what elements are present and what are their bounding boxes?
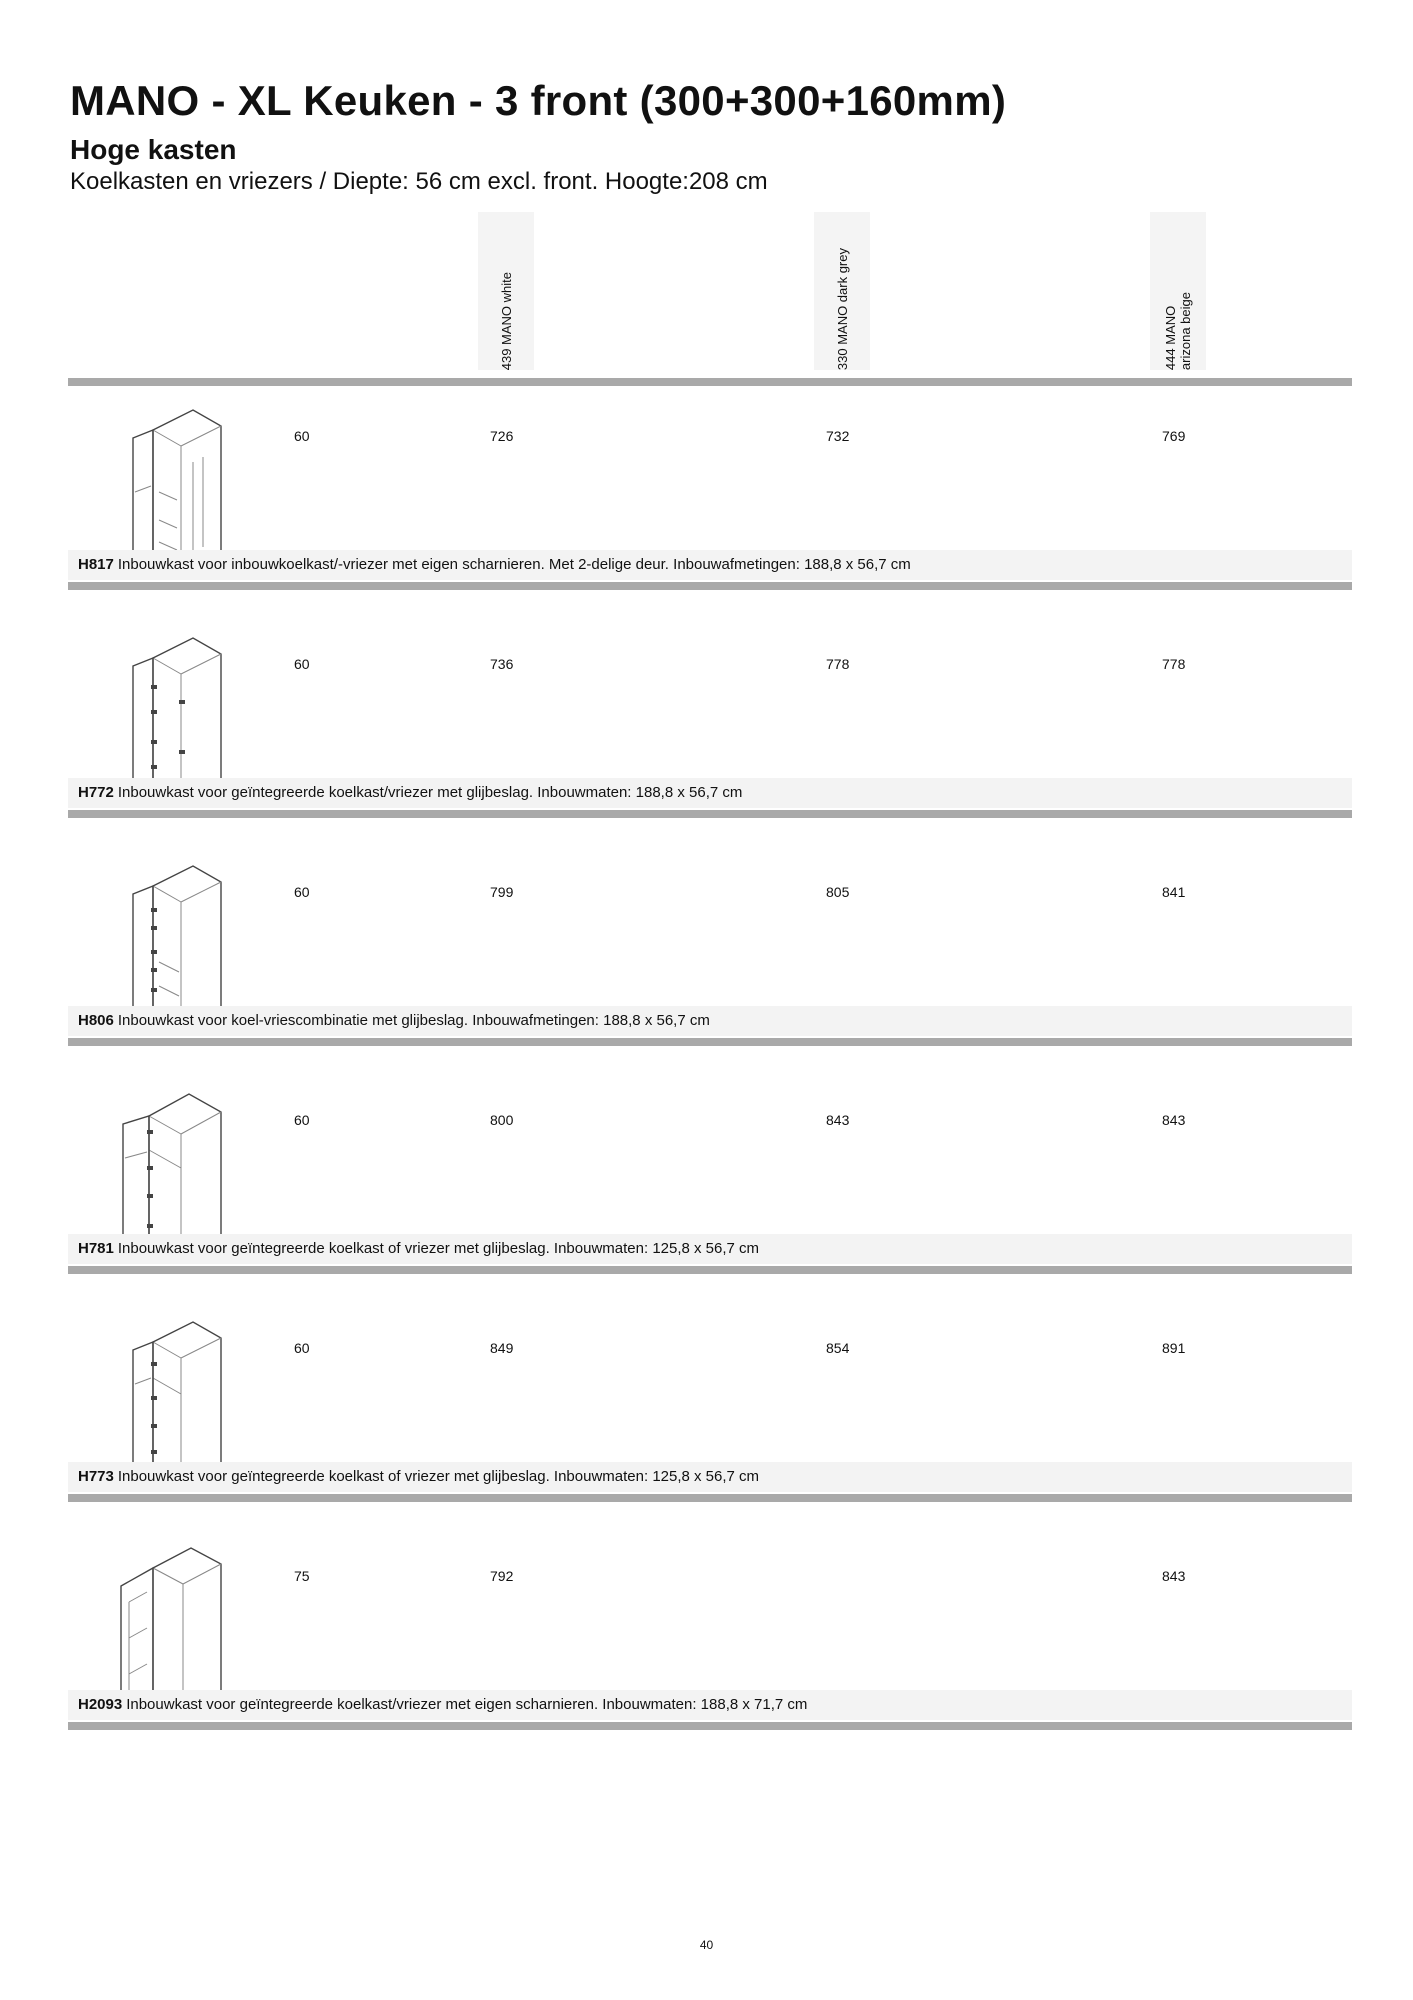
price-arizona-beige: 778 (1162, 656, 1186, 672)
row-divider (68, 582, 1352, 590)
product-text: Inbouwkast voor geïntegreerde koelkast of vriezer met glijbeslag. Inbouwmaten: 125,8 x 56,7 cm (117, 1468, 760, 1485)
column-header-arizona-beige (1150, 212, 1206, 370)
width-value: 60 (294, 428, 310, 444)
product-description (68, 550, 1352, 580)
column-header-label: 330 MANO dark grey (834, 247, 850, 370)
price-dark-grey: 854 (826, 1340, 850, 1356)
product-code: H773 (78, 1468, 114, 1485)
column-header-label: 439 MANO white (498, 271, 514, 370)
price-arizona-beige: 891 (1162, 1340, 1186, 1356)
price-white: 726 (490, 428, 514, 444)
cabinet-illustration-icon (93, 858, 243, 1018)
column-header-dark-grey (814, 212, 870, 370)
width-value: 60 (294, 1340, 310, 1356)
row-divider (68, 1266, 1352, 1274)
row-divider (68, 810, 1352, 818)
price-white: 792 (490, 1568, 514, 1584)
cabinet-illustration-icon (93, 402, 243, 562)
product-description (68, 778, 1352, 808)
product-description (68, 1462, 1352, 1492)
product-row-h817 (68, 392, 1352, 600)
cabinet-illustration-icon (93, 1314, 243, 1474)
section-subtitle: Hoge kasten (70, 134, 237, 165)
price-dark-grey: 778 (826, 656, 850, 672)
product-row-h781 (68, 1076, 1352, 1284)
section-description: Koelkasten en vriezers / Diepte: 56 cm excl. front. Hoogte:208 cm (70, 168, 768, 195)
row-divider (68, 1722, 1352, 1730)
product-row-h773 (68, 1304, 1352, 1512)
cabinet-illustration-icon (93, 630, 243, 790)
width-value: 60 (294, 656, 310, 672)
product-text: Inbouwkast voor inbouwkoelkast/-vriezer met eigen scharnieren. Met 2-delige deur. Inbouwafmetingen: 188,8 x 56,7 cm (117, 556, 911, 573)
product-description (68, 1690, 1352, 1720)
width-value: 60 (294, 1112, 310, 1128)
product-row-h806 (68, 848, 1352, 1056)
width-value: 75 (294, 1568, 310, 1584)
product-code: H806 (78, 1012, 114, 1029)
product-code: H772 (78, 784, 114, 801)
cabinet-illustration-icon (93, 1542, 243, 1702)
product-text: Inbouwkast voor koel-vriescombinatie met glijbeslag. Inbouwafmetingen: 188,8 x 56,7 cm (117, 1012, 710, 1029)
product-row-h2093 (68, 1532, 1352, 1740)
product-text: Inbouwkast voor geïntegreerde koelkast/vriezer met eigen scharnieren. Inbouwmaten: 188,8 x 71,7 cm (126, 1696, 808, 1713)
price-dark-grey: 805 (826, 884, 850, 900)
price-arizona-beige: 843 (1162, 1112, 1186, 1128)
column-header-label: 444 MANO arizona beige (1163, 291, 1193, 370)
product-text: Inbouwkast voor geïntegreerde koelkast/vriezer met glijbeslag. Inbouwmaten: 188,8 x 56,7 cm (117, 784, 743, 801)
width-value: 60 (294, 884, 310, 900)
product-code: H2093 (78, 1696, 123, 1713)
page-number: 40 (699, 1938, 714, 1952)
cabinet-illustration-icon (93, 1086, 243, 1246)
price-white: 736 (490, 656, 514, 672)
price-arizona-beige: 843 (1162, 1568, 1186, 1584)
header-divider (68, 378, 1352, 386)
product-code: H817 (78, 556, 114, 573)
row-divider (68, 1494, 1352, 1502)
price-white: 800 (490, 1112, 514, 1128)
row-divider (68, 1038, 1352, 1046)
product-description (68, 1234, 1352, 1264)
price-arizona-beige: 769 (1162, 428, 1186, 444)
product-description (68, 1006, 1352, 1036)
column-header-white (478, 212, 534, 370)
price-white: 849 (490, 1340, 514, 1356)
price-white: 799 (490, 884, 514, 900)
product-text: Inbouwkast voor geïntegreerde koelkast of vriezer met glijbeslag. Inbouwmaten: 125,8 x 56,7 cm (117, 1240, 760, 1257)
price-dark-grey: 732 (826, 428, 850, 444)
product-row-h772 (68, 620, 1352, 828)
price-arizona-beige: 841 (1162, 884, 1186, 900)
price-dark-grey: 843 (826, 1112, 850, 1128)
product-code: H781 (78, 1240, 114, 1257)
page-title: MANO - XL Keuken - 3 front (300+300+160mm) (70, 77, 1007, 124)
